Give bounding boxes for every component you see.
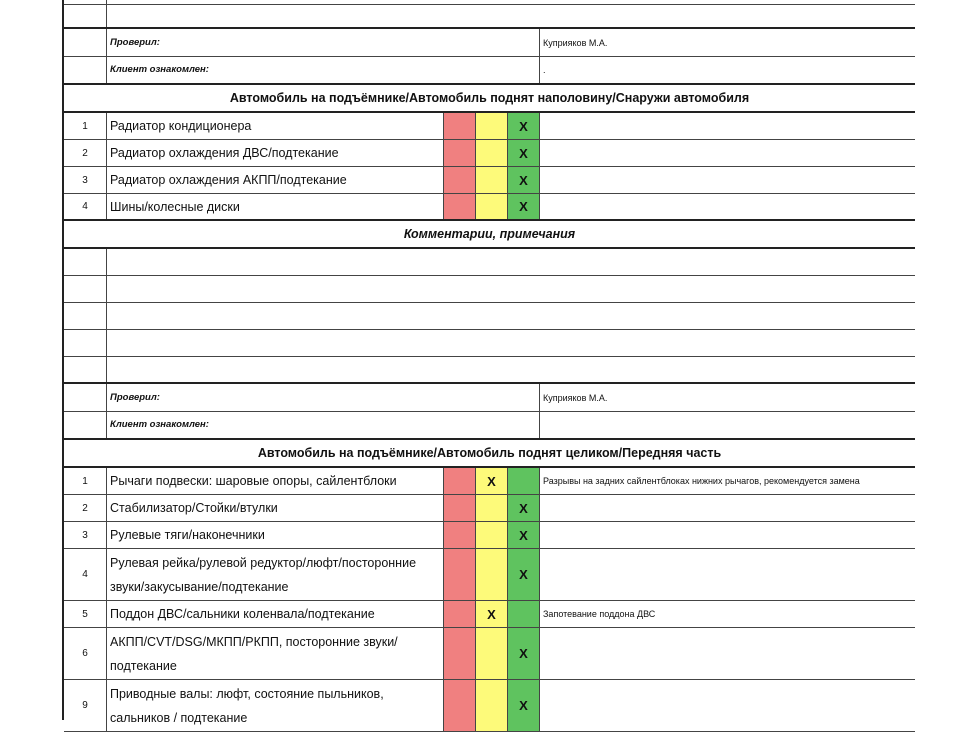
table-row (64, 140, 915, 167)
row-number-cell (64, 412, 107, 438)
yellow-status-cell (476, 680, 508, 731)
item-label: АКПП/CVT/DSG/МКПП/РКПП, посторонние звуки/подтекание (107, 628, 444, 679)
table-row (64, 680, 915, 732)
row-number-cell (64, 5, 107, 27)
red-status-cell (444, 601, 476, 627)
green-status-cell: X (508, 628, 540, 679)
item-label: Рулевая рейка/рулевой редуктор/люфт/посторонние звуки/закусывание/подтекание (107, 549, 444, 600)
comment-row (64, 330, 915, 357)
comment-row (64, 249, 915, 276)
table-row (64, 522, 915, 549)
red-status-cell (444, 680, 476, 731)
yellow-status-cell: X (476, 601, 508, 627)
green-status-cell: X (508, 522, 540, 548)
table-row (64, 468, 915, 495)
comment-row (64, 303, 915, 330)
green-status-cell: X (508, 113, 540, 139)
table-row (64, 549, 915, 601)
client-value (540, 412, 915, 438)
item-note: Разрывы на задних сайлентблоках нижних рычагов, рекомендуется замена (543, 476, 860, 486)
comments-title: Комментарии, примечания (64, 221, 915, 249)
item-label: Рычаги подвески: шаровые опоры, сайлентблоки (107, 468, 444, 494)
comment-row (64, 276, 915, 303)
item-label: Рулевые тяги/наконечники (107, 522, 444, 548)
item-number: 3 (64, 522, 107, 548)
table-row (64, 495, 915, 522)
yellow-status-cell (476, 549, 508, 600)
row-number-cell (64, 357, 107, 382)
section-title: Автомобиль на подъёмнике/Автомобиль поднят наполовину/Снаружи автомобиля (64, 85, 915, 113)
green-status-cell: X (508, 194, 540, 219)
item-number: 1 (64, 468, 107, 494)
row-number-cell (64, 303, 107, 329)
client-row (64, 412, 915, 440)
row-number-cell (64, 330, 107, 356)
item-note (540, 194, 915, 219)
red-status-cell (444, 194, 476, 219)
table-row (64, 113, 915, 140)
red-status-cell (444, 549, 476, 600)
comment-row (64, 357, 915, 384)
row-number-cell (64, 276, 107, 302)
section-title: Автомобиль на подъёмнике/Автомобиль поднят целиком/Передняя часть (64, 440, 915, 468)
green-status-cell: X (508, 680, 540, 731)
item-number: 3 (64, 167, 107, 193)
table-row (64, 167, 915, 194)
client-value: . (543, 65, 546, 75)
item-note (540, 495, 915, 521)
red-status-cell (444, 167, 476, 193)
item-number: 2 (64, 495, 107, 521)
item-label: Стабилизатор/Стойки/втулки (107, 495, 444, 521)
item-number: 1 (64, 113, 107, 139)
checked-by-row (64, 29, 915, 57)
yellow-status-cell (476, 522, 508, 548)
item-number: 6 (64, 628, 107, 679)
item-number: 2 (64, 140, 107, 166)
green-status-cell: X (508, 495, 540, 521)
yellow-status-cell: X (476, 468, 508, 494)
item-note (540, 140, 915, 166)
green-status-cell: X (508, 167, 540, 193)
item-note (540, 549, 915, 600)
item-label: Радиатор охлаждения АКПП/подтекание (107, 167, 444, 193)
item-number: 9 (64, 680, 107, 731)
checked-by-label: Проверил: (107, 384, 540, 411)
green-status-cell (508, 601, 540, 627)
row-number-cell (64, 57, 107, 83)
client-label: Клиент ознакомлен: (107, 412, 540, 438)
item-note (540, 113, 915, 139)
item-number: 4 (64, 194, 107, 219)
checked-by-value: Куприяков М.А. (543, 392, 608, 403)
item-label: Радиатор охлаждения ДВС/подтекание (107, 140, 444, 166)
red-status-cell (444, 113, 476, 139)
red-status-cell (444, 140, 476, 166)
table-row (64, 194, 915, 221)
item-note (540, 522, 915, 548)
item-number: 5 (64, 601, 107, 627)
table-row (64, 628, 915, 680)
checked-by-row (64, 384, 915, 412)
yellow-status-cell (476, 113, 508, 139)
item-note (540, 628, 915, 679)
red-status-cell (444, 468, 476, 494)
red-status-cell (444, 495, 476, 521)
yellow-status-cell (476, 495, 508, 521)
inspection-sheet (62, 0, 913, 725)
row-number-cell (64, 0, 107, 4)
item-note (540, 167, 915, 193)
empty-row (64, 5, 915, 29)
row-number-cell (64, 249, 107, 275)
red-status-cell (444, 522, 476, 548)
checked-by-value: Куприяков М.А. (543, 37, 608, 48)
item-number: 4 (64, 549, 107, 600)
green-status-cell (508, 468, 540, 494)
row-number-cell (64, 384, 107, 411)
item-label: Приводные валы: люфт, состояние пыльников, сальников / подтекание (107, 680, 444, 731)
yellow-status-cell (476, 167, 508, 193)
table-row (64, 601, 915, 628)
yellow-status-cell (476, 194, 508, 219)
client-label: Клиент ознакомлен: (107, 57, 540, 83)
item-label: Поддон ДВС/сальники коленвала/подтекание (107, 601, 444, 627)
green-status-cell: X (508, 140, 540, 166)
client-row (64, 57, 915, 85)
item-note: Запотевание поддона ДВС (543, 609, 656, 619)
item-note (540, 680, 915, 731)
checked-by-label: Проверил: (107, 29, 540, 56)
item-label: Шины/колесные диски (107, 194, 444, 219)
item-label: Радиатор кондиционера (107, 113, 444, 139)
green-status-cell: X (508, 549, 540, 600)
yellow-status-cell (476, 140, 508, 166)
yellow-status-cell (476, 628, 508, 679)
row-number-cell (64, 29, 107, 56)
red-status-cell (444, 628, 476, 679)
